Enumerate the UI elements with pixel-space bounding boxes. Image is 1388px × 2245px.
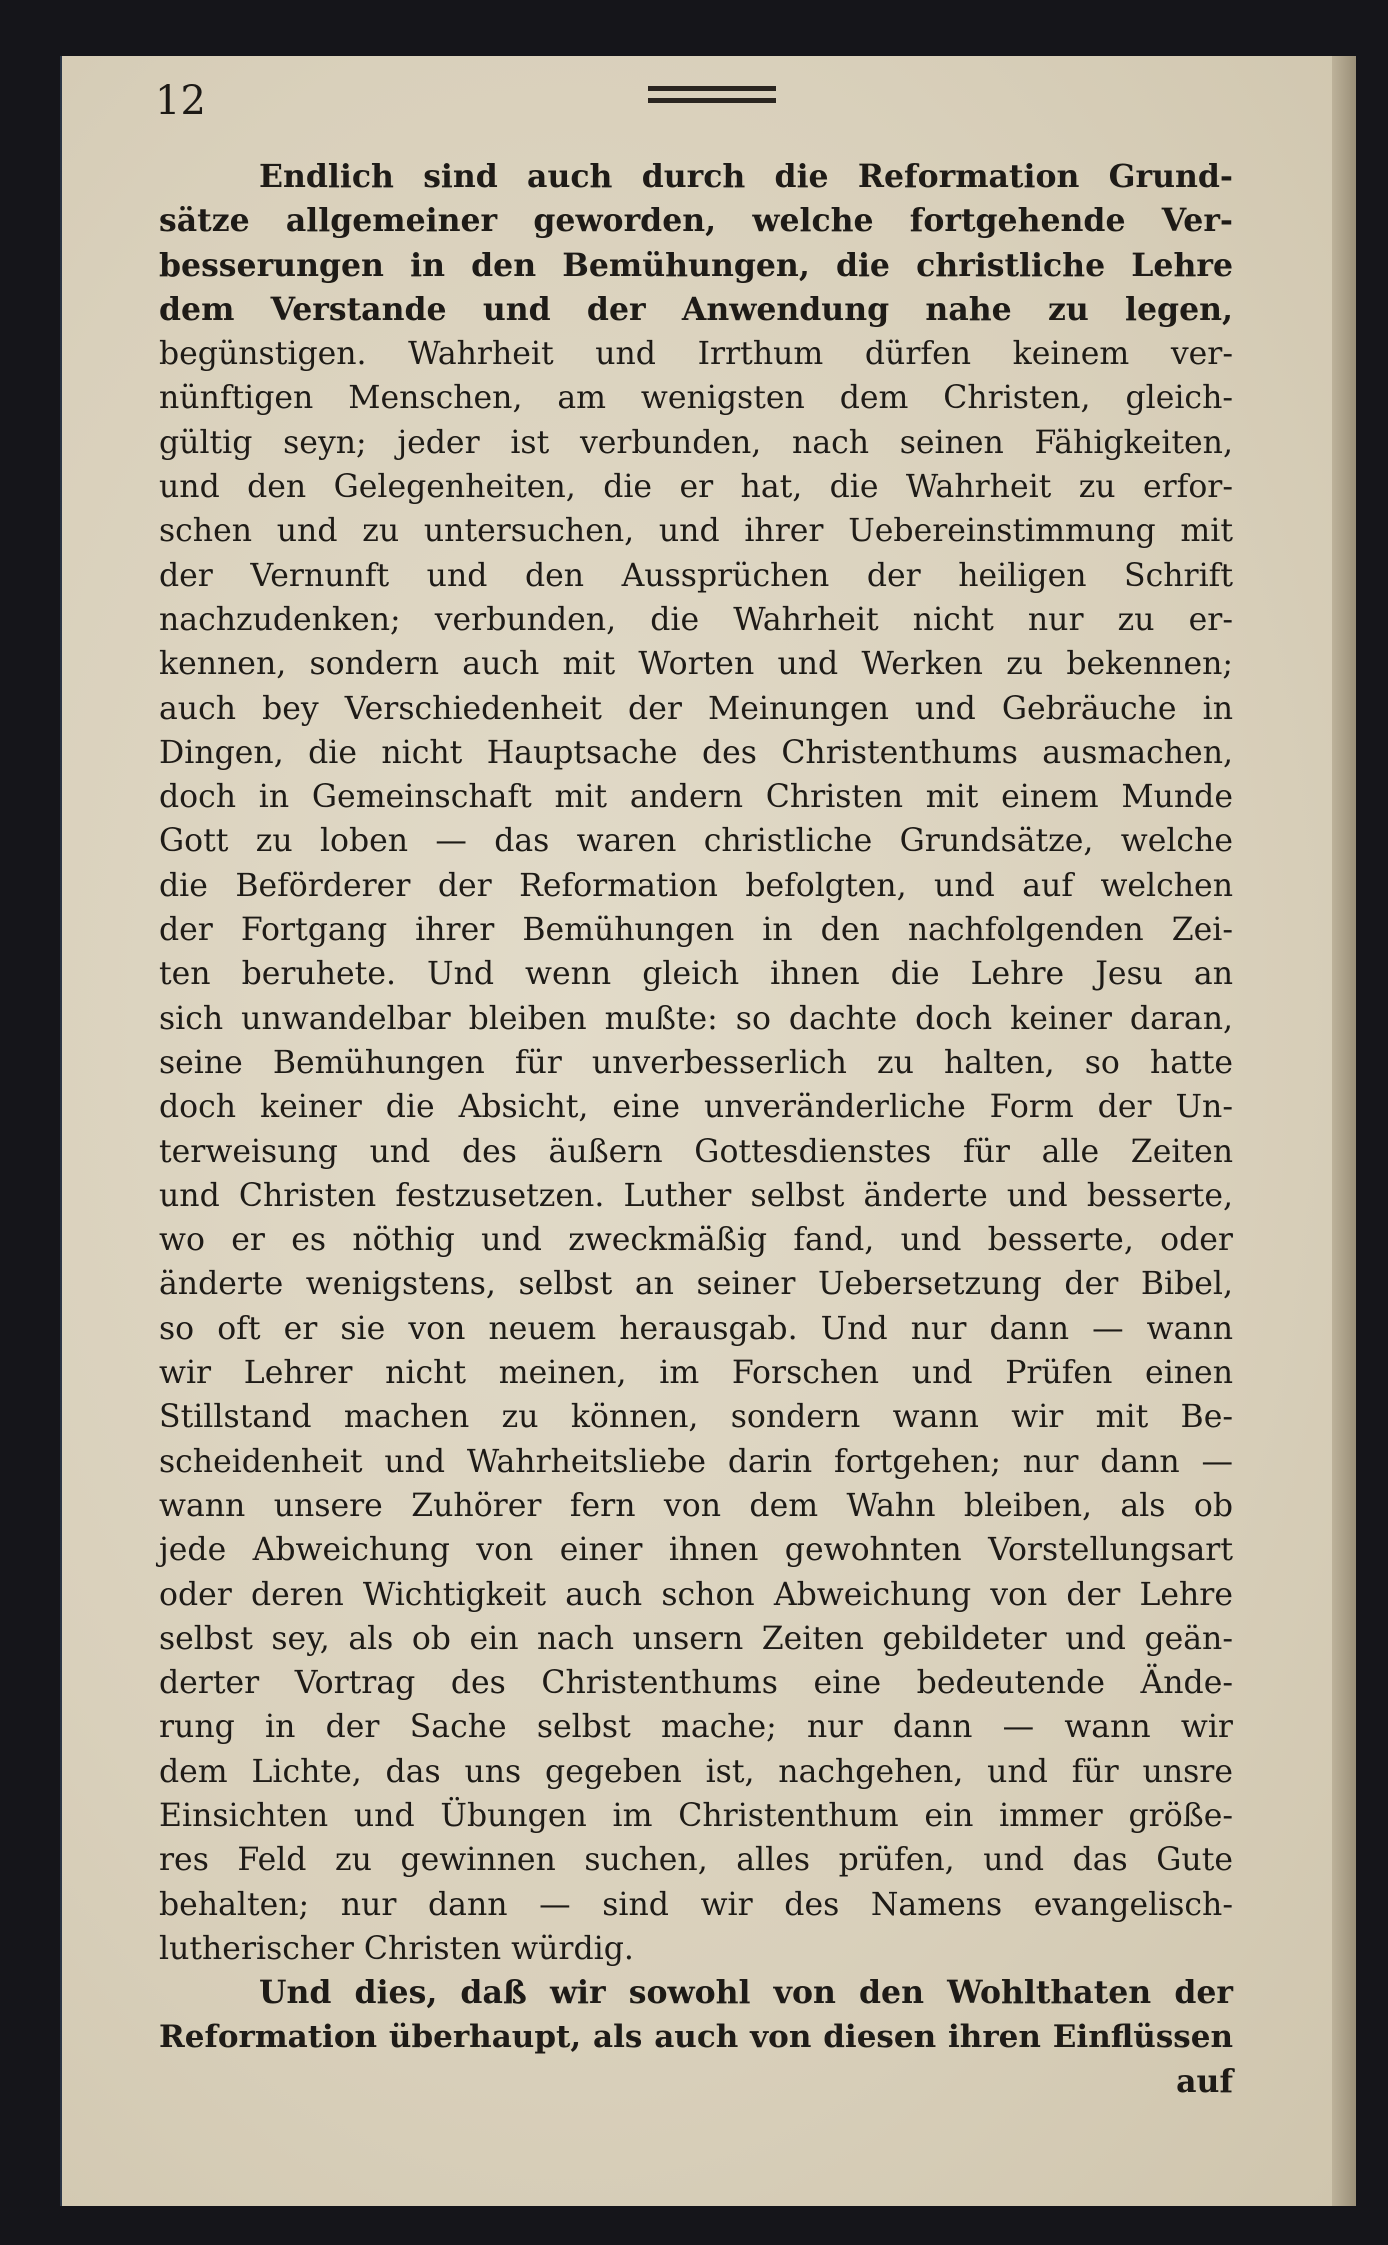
text-line: behalten; nur dann — sind wir des Namens evangelisch- bbox=[159, 1886, 1233, 1923]
text-line: änderte wenigstens, selbst an seiner Uebersetzung der Bibel, bbox=[159, 1266, 1233, 1303]
page-gutter bbox=[1332, 56, 1356, 2206]
text-line: rung in der Sache selbst mache; nur dann — wann wir bbox=[159, 1709, 1233, 1746]
text-line: nachzudenken; verbunden, die Wahrheit nicht nur zu er- bbox=[159, 601, 1233, 638]
text-line: begünstigen. Wahrheit und Irrthum dürfen keinem ver- bbox=[159, 336, 1233, 373]
catchword: auf bbox=[1176, 2062, 1233, 2100]
text-line: Einsichten und Übungen im Christenthum ein immer größe- bbox=[159, 1797, 1233, 1834]
text-line: scheidenheit und Wahrheitsliebe darin fortgehen; nur dann — bbox=[159, 1443, 1233, 1480]
text-line: und Christen festzusetzen. Luther selbst änderte und besserte, bbox=[159, 1177, 1233, 1214]
text-line: kennen, sondern auch mit Worten und Werken zu bekennen; bbox=[159, 646, 1233, 683]
page-body-text bbox=[159, 155, 1278, 2104]
page-number: 12 bbox=[155, 78, 206, 124]
text-line: sätze allgemeiner geworden, welche fortgehende Ver- bbox=[159, 202, 1233, 240]
text-line: der Fortgang ihrer Bemühungen in den nachfolgenden Zei- bbox=[159, 912, 1233, 949]
text-line: Dingen, die nicht Hauptsache des Christenthums ausmachen, bbox=[159, 734, 1233, 771]
text-line: Reformation überhaupt, als auch von diesen ihren Einflüssen bbox=[159, 2019, 1233, 2056]
text-line: wir Lehrer nicht meinen, im Forschen und Prüfen einen bbox=[159, 1355, 1233, 1392]
text-line: auch bey Verschiedenheit der Meinungen und Gebräuche in bbox=[159, 690, 1233, 727]
header-rule bbox=[648, 98, 776, 103]
text-line: selbst sey, als ob ein nach unsern Zeiten gebildeter und geän- bbox=[159, 1620, 1233, 1657]
text-line: doch in Gemeinschaft mit andern Christen mit einem Munde bbox=[159, 779, 1233, 816]
text-line: wo er es nöthig und zweckmäßig fand, und besserte, oder bbox=[159, 1222, 1233, 1259]
text-line: nünftigen Menschen, am wenigsten dem Christen, gleich- bbox=[159, 380, 1233, 417]
text-line: Gott zu loben — das waren christliche Grundsätze, welche bbox=[159, 823, 1233, 860]
text-line: lutherischer Christen würdig. bbox=[159, 1930, 634, 1967]
text-line: gültig seyn; jeder ist verbunden, nach seinen Fähigkeiten, bbox=[159, 424, 1233, 461]
text-line: terweisung und des äußern Gottesdienstes für alle Zeiten bbox=[159, 1133, 1233, 1170]
text-line: so oft er sie von neuem herausgab. Und nur dann — wann bbox=[159, 1310, 1233, 1347]
text-line: die Beförderer der Reformation befolgten, und auf welchen bbox=[159, 867, 1233, 904]
page-header bbox=[155, 78, 1275, 138]
text-line: dem Lichte, das uns gegeben ist, nachgehen, und für unsre bbox=[159, 1753, 1233, 1790]
text-line: Stillstand machen zu können, sondern wann wir mit Be- bbox=[159, 1399, 1233, 1436]
text-line: dem Verstande und der Anwendung nahe zu legen, bbox=[159, 290, 1233, 328]
text-line: sich unwandelbar bleiben mußte: so dachte doch keiner daran, bbox=[159, 1000, 1233, 1037]
text-line: und den Gelegenheiten, die er hat, die Wahrheit zu erfor- bbox=[159, 469, 1233, 506]
text-line: derter Vortrag des Christenthums eine bedeutende Ände- bbox=[159, 1665, 1233, 1702]
text-line: Endlich sind auch durch die Reformation Grund- bbox=[259, 158, 1233, 195]
text-line: res Feld zu gewinnen suchen, alles prüfen, und das Gute bbox=[159, 1842, 1233, 1879]
text-line: besserungen in den Bemühungen, die christliche Lehre bbox=[159, 246, 1233, 284]
text-line: jede Abweichung von einer ihnen gewohnten Vorstellungsart bbox=[159, 1532, 1233, 1569]
text-line: der Vernunft und den Aussprüchen der heiligen Schrift bbox=[159, 557, 1233, 594]
text-line: Und dies, daß wir sowohl von den Wohlthaten der bbox=[259, 1974, 1233, 2012]
text-line: seine Bemühungen für unverbesserlich zu halten, so hatte bbox=[159, 1044, 1233, 1081]
text-line: wann unsere Zuhörer fern von dem Wahn bleiben, als ob bbox=[159, 1487, 1233, 1524]
text-line: schen und zu untersuchen, und ihrer Uebereinstimmung mit bbox=[159, 513, 1233, 550]
header-rule bbox=[648, 86, 776, 91]
text-line: oder deren Wichtigkeit auch schon Abweichung von der Lehre bbox=[159, 1576, 1233, 1613]
text-line: ten beruhete. Und wenn gleich ihnen die Lehre Jesu an bbox=[159, 956, 1233, 993]
text-line: doch keiner die Absicht, eine unveränderliche Form der Un- bbox=[159, 1089, 1233, 1126]
